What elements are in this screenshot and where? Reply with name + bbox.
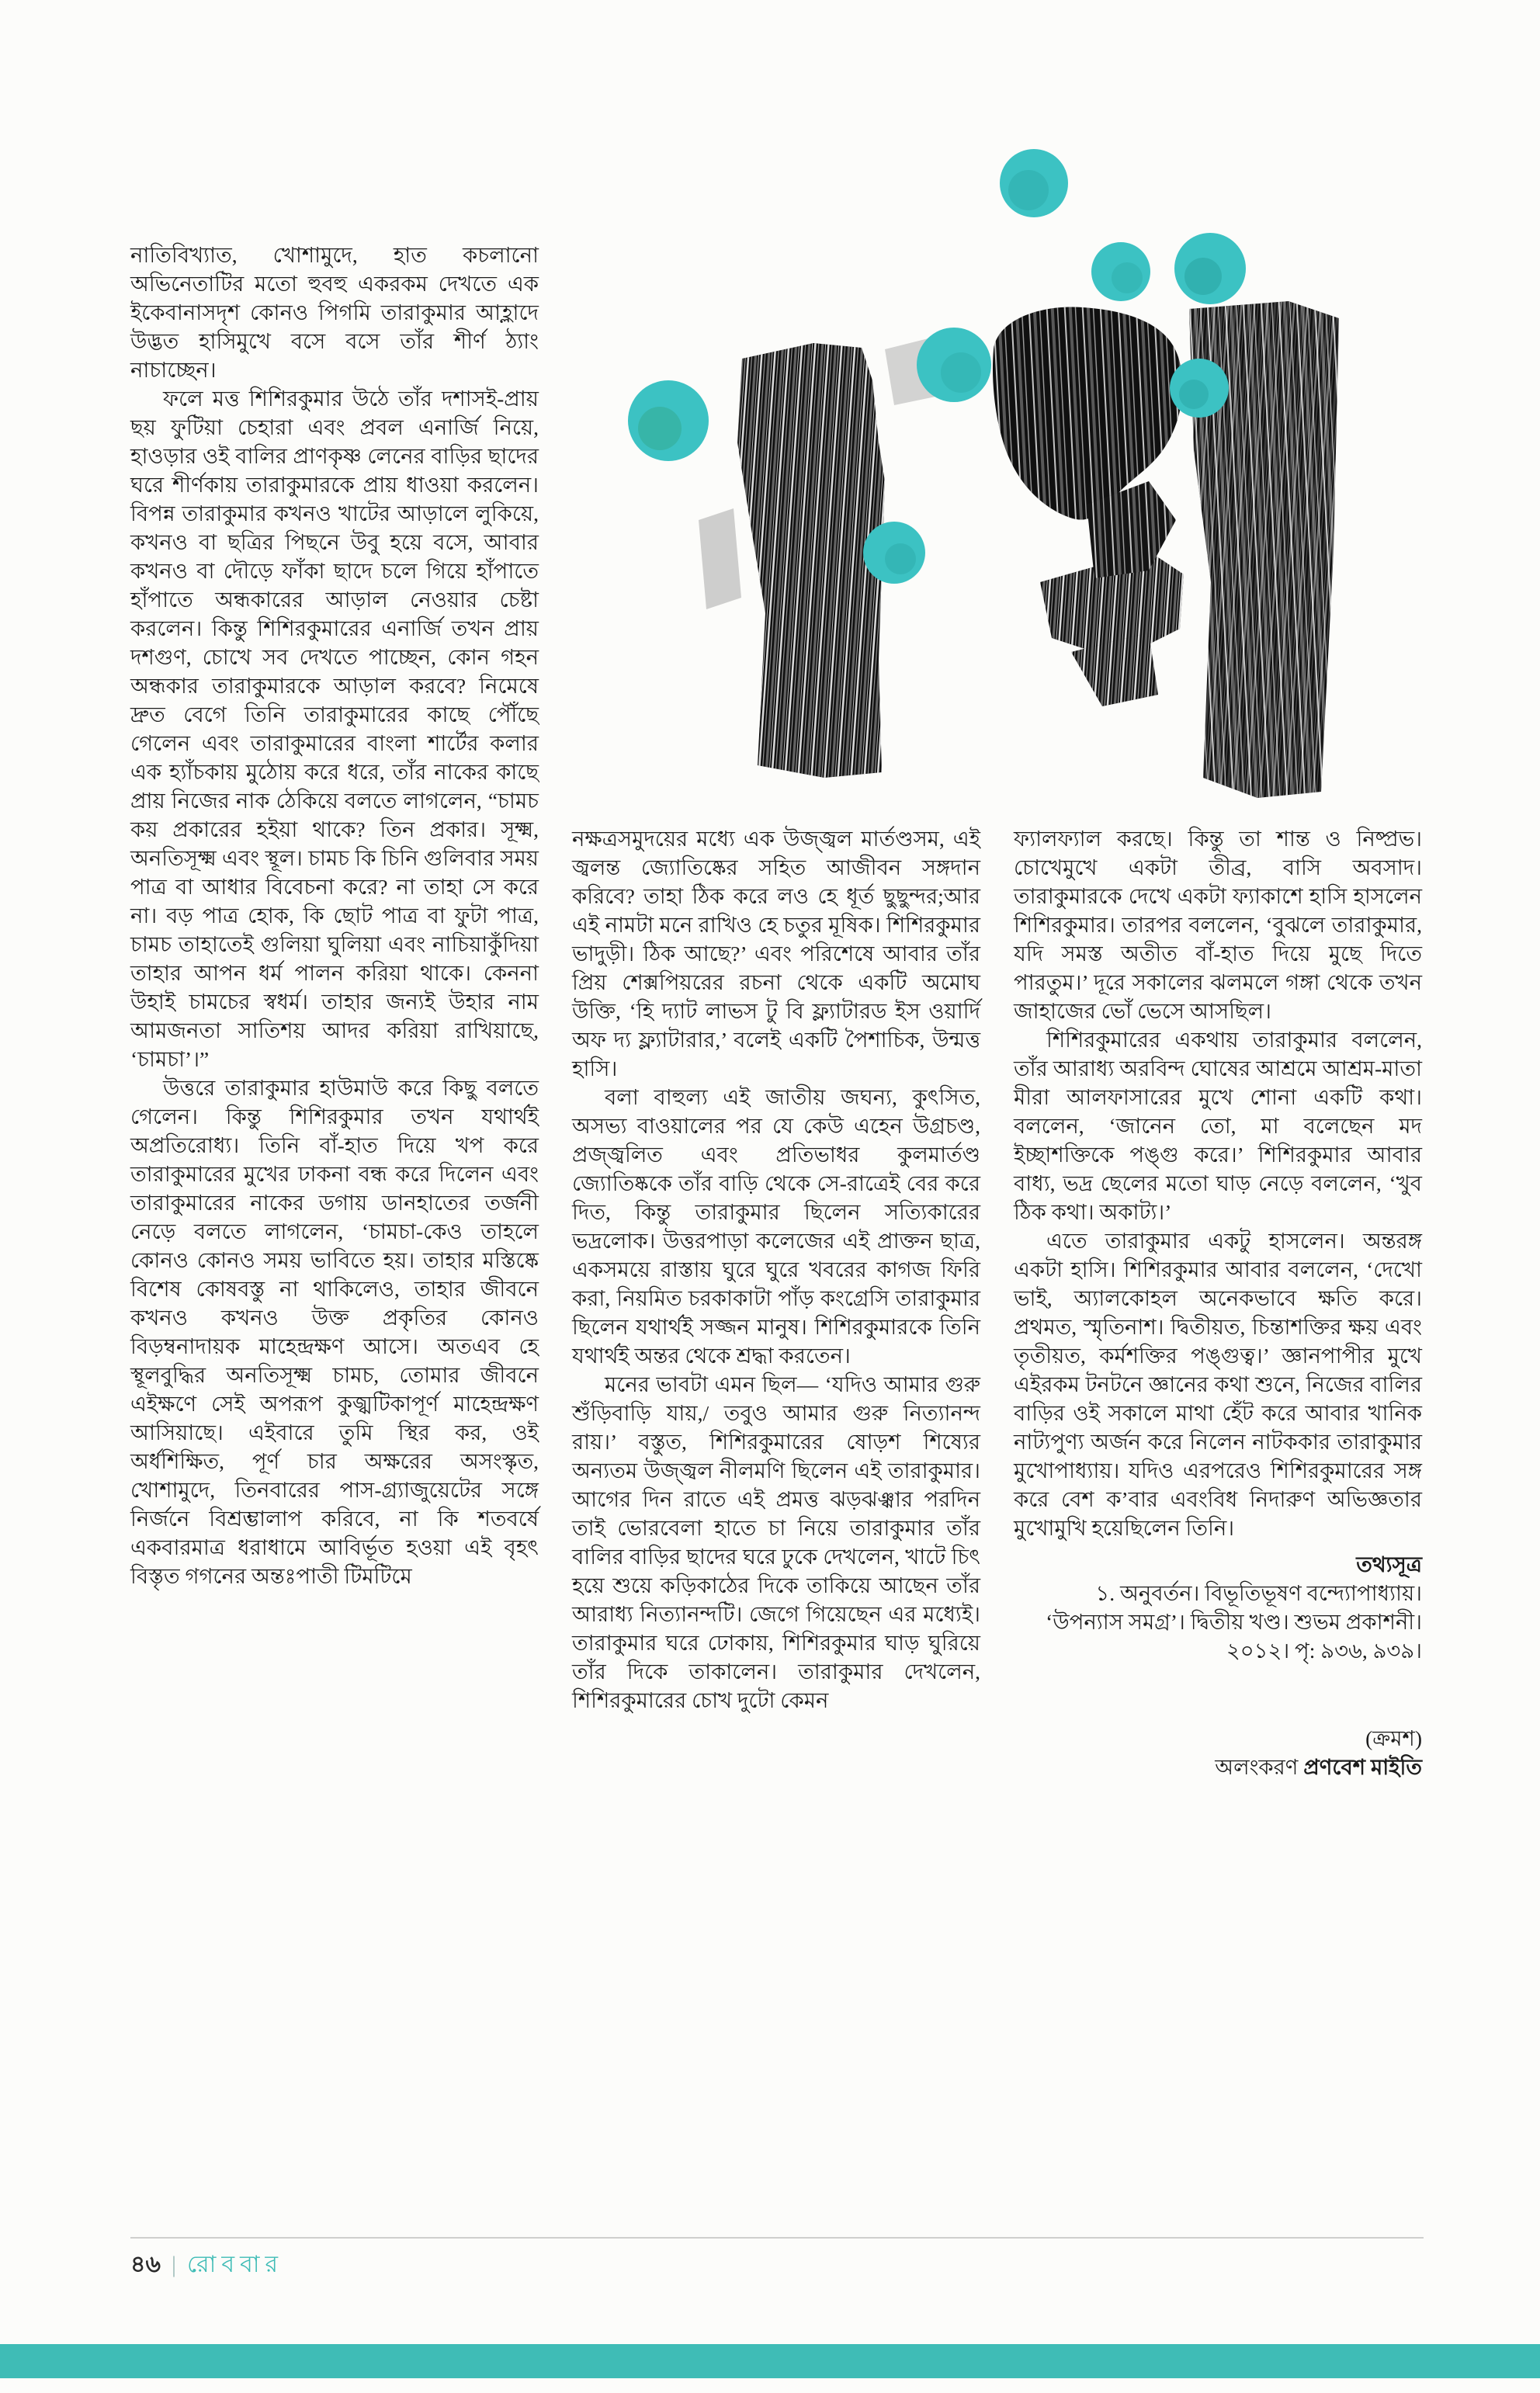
paragraph: অলংকরণ প্রণবেশ মাইতি (1215, 1755, 1422, 1779)
paragraph: (ক্রমশ) (1365, 1726, 1422, 1750)
paragraph: তথ্যসূত্র (1356, 1552, 1422, 1576)
page-footer (130, 2251, 283, 2279)
magazine-name: রোববার (187, 2252, 283, 2277)
paragraph: ১. অনুবর্তন। বিভূতিভূষণ বন্দ্যোপাধ্যায়। (1095, 1581, 1422, 1605)
paragraph: মনের ভাবটা এমন ছিল— ‘যদিও আমার গুরু শুঁড়িবাড়ি যায়,/ তবুও আমার গুরু নিত্যানন্দ রায়।’ বস্তুত, শিশিরকুমারের ষোড়শ শিষ্যের অন্যতম উজ্জ্বল নীলমণি ছিলেন এই তারাকুমার। আগের দিন রাতে এই প্রমত্ত ঝড়ঝঞ্ঝার পরদিন তাই ভোরবেলা হাতে চা নিয়ে তারাকুমার তাঁর বালির বাড়ির ছাদের ঘরে ঢুকে দেখলেন, খাটে চিৎ হয়ে শুয়ে কড়িকাঠের দিকে তাকিয়ে আছেন তাঁর আরাধ্য নিত্যানন্দটি। জেগে গিয়েছেন এর মধ্যেই। তারাকুমার ঘরে ঢোকায়, শিশিরকুমার ঘাড় ঘুরিয়ে তাঁর দিকে তাকালেন। তারাকুমার দেখলেন, শিশিরকুমারের চোখ দুটো কেমন (572, 1372, 980, 1712)
paragraph: ২০১২। পৃ: ৯৩৬, ৯৩৯। (1226, 1639, 1422, 1663)
paragraph: শিশিরকুমারের একথায় তারাকুমার বললেন, তাঁর আরাধ্য অরবিন্দ ঘোষের আশ্রমে আশ্রম-মাতা মীরা আলফাসারের মুখে শোনা একটি কথা। বললেন, ‘জানেন তো, মা বলেছেন মদ ইচ্ছাশক্তিকে পঙ্গু করে।’ শিশিরকুমার আবার বাধ্য, ভদ্র ছেলের মতো ঘাড় নেড়ে বললেন, ‘খুব ঠিক কথা। অকাট্য।’ (1014, 1028, 1422, 1224)
text-column-right (1014, 824, 1422, 1781)
bottom-accent-bar (0, 2344, 1540, 2378)
abstract-ink-illustration (605, 116, 1351, 827)
ink-left-mass (737, 343, 885, 778)
paragraph: ফলে মত্ত শিশিরকুমার উঠে তাঁর দশাসই-প্রায় ছয় ফুটিয়া চেহারা এবং প্রবল এনার্জি নিয়ে, হাওড়ার ওই বালির প্রাণকৃষ্ণ লেনের বাড়ির ছাদের ঘরে শীর্ণকায় তারাকুমারকে প্রায় ধাওয়া করলেন। বিপন্ন তারাকুমার কখনও খাটের আড়ালে লুকিয়ে, কখনও বা ছত্রির পিছনে উবু হয়ে বসে, আবার কখনও বা দৌড়ে ফাঁকা ছাদে চলে গিয়ে হাঁপাতে হাঁপাতে অন্ধকারের আড়াল নেওয়ার চেষ্টা করলেন। কিন্তু শিশিরকুমারের এনার্জি তখন প্রায় দশগুণ, চোখে সব দেখতে পাচ্ছেন, কোন গহন অন্ধকার তারাকুমারকে আড়াল করবে? নিমেষে দ্রুত বেগে তিনি তারাকুমারের কাছে পৌঁছে গেলেন এবং তারাকুমারের বাংলা শার্টের কলার এক হ্যাঁচকায় মুঠোয় করে ধরে, তাঁর নাকের কাছে প্রায় নিজের নাক ঠেকিয়ে বলতে লাগলেন, “চামচ কয় প্রকারের হইয়া থাকে? তিন প্রকার। সূক্ষ্ম, অনতিসূক্ষ্ম এবং স্থূল। চামচ কি চিনি গুলিবার সময় পাত্র বা আধার বিবেচনা করে? না তাহা সে করে না। বড় পাত্র হোক, কি ছোট পাত্র বা ফুটা পাত্র, চামচ তাহাতেই গুলিয়া ঘুলিয়া এবং নাচিয়াকুঁদিয়া তাহার আপন ধর্ম পালন করিয়া থাকে। কেননা উহাই চামচের স্বধর্ম। তাহার জন্যই উহার নাম আমজনতা সাতিশয় আদর করিয়া রাখিয়াছে, ‘চামচা’।” (130, 387, 539, 1071)
paragraph: নক্ষত্রসমুদয়ের মধ্যে এক উজ্জ্বল মার্তণ্ডসম, এই জ্বলন্ত জ্যোতিষ্কের সহিত আজীবন সঙ্গদান করিবে? তাহা ঠিক করে লও হে ধূর্ত ছুছুন্দর;আর এই নামটা মনে রাখিও হে চতুর মূষিক। শিশিরকুমার ভাদুড়ী। ঠিক আছে?’ এবং পরিশেষে আবার তাঁর প্রিয় শেক্সপিয়রের রচনা থেকে একটি অমোঘ উক্তি, ‘হি দ্যাট লাভস টু বি ফ্ল্যাটারড ইস ওয়ার্দি অফ দ্য ফ্ল্যাটারার,’ বলেই একটি পৈশাচিক, উন্মত্ত হাসি। (572, 827, 980, 1080)
paragraph: ‘উপন্যাস সমগ্র’। দ্বিতীয় খণ্ড। শুভম প্রকাশনী। (1046, 1610, 1422, 1634)
paragraph: নাতিবিখ্যাত, খোশামুদে, হাত কচলানো অভিনেতাটির মতো হুবহু একরকম দেখতে এক ইকেবানাসদৃশ কোনও পিগমি তারাকুমার আহ্লাদে উদ্ভত হাসিমুখে বসে বসে তাঁর শীর্ণ ঠ্যাং নাচাচ্ছেন। (130, 243, 539, 382)
credit-name: প্রণবেশ মাইতি (1303, 1755, 1422, 1779)
ink-head-shape (993, 307, 1183, 519)
text-column-middle (572, 824, 980, 1715)
text-column-left (130, 241, 539, 1590)
footer-separator: | (171, 2252, 176, 2277)
page-number: ৪৬ (130, 2252, 161, 2277)
footer-rule (130, 2237, 1424, 2239)
paragraph: এতে তারাকুমার একটু হাসলেন। অন্তরঙ্গ একটা হাসি। শিশিরকুমার আবার বললেন, ‘দেখো ভাই, অ্যালকোহল অনেকভাবে ক্ষতি করে। প্রথমত, স্মৃতিনাশ। দ্বিতীয়ত, চিন্তাশক্তির ক্ষয় এবং তৃতীয়ত, কর্মশক্তির পঙ্গুত্ব।’ জ্ঞানপাপীর মুখে এইরকম টনটনে জ্ঞানের কথা শুনে, নিজের বালির বাড়ির ওই সকালে মাথা হেঁট করে আবার খানিক নাট্যপুণ্য অর্জন করে নিলেন নাটককার তারাকুমার মুখোপাধ্যায়। যদিও এরপরেও শিশিরকুমারের সঙ্গ করে বেশ ক’বার এবংবিধ নিদারুণ অভিজ্ঞতার মুখোমুখি হয়েছিলেন তিনি। (1014, 1229, 1422, 1540)
ink-arm-stroke (1040, 481, 1184, 706)
paragraph: ফ্যালফ্যাল করছে। কিন্তু তা শান্ত ও নিষ্প্রভ। চোখেমুখে একটা তীব্র, বাসি অবসাদ। তারাকুমারকে দেখে একটা ফ্যাকাশে হাসি হাসলেন শিশিরকুমার। তারপর বললেন, ‘বুঝলে তারাকুমার, যদি সমস্ত অতীত বাঁ-হাত দিয়ে মুছে দিতে পারতুম।’ দূরে সকালের ঝলমলে গঙ্গা থেকে তখন জাহাজের ভোঁ ভেসে আসছিল। (1014, 827, 1422, 1023)
ink-figure-graphic (605, 116, 1351, 827)
paragraph: বলা বাহুল্য এই জাতীয় জঘন্য, কুৎসিত, অসভ্য বাওয়ালের পর যে কেউ এহেন উগ্রচণ্ড, প্রজ্জ্বলিত এবং প্রতিভাধর কুলমার্তণ্ড জ্যোতিষ্ককে তাঁর বাড়ি থেকে সে-রাত্রেই বের করে দিত, কিন্তু তারাকুমার ছিলেন সত্যিকারের ভদ্রলোক। উত্তরপাড়া কলেজের এই প্রাক্তন ছাত্র, একসময়ে রাস্তায় ঘুরে ঘুরে খবরের কাগজ ফিরি করা, নিয়মিত চরকাকাটা পাঁড় কংগ্রেসি তারাকুমার ছিলেন যথার্থই সজ্জন মানুষ। শিশিরকুমারকে তিনি যথার্থই অন্তর থেকে শ্রদ্ধা করতেন। (572, 1085, 980, 1368)
paragraph: উত্তরে তারাকুমার হাউমাউ করে কিছু বলতে গেলেন। কিন্তু শিশিরকুমার তখন যথার্থই অপ্রতিরোধ্য। তিনি বাঁ-হাত দিয়ে খপ করে তারাকুমারের মুখের ঢাকনা বন্ধ করে দিলেন এবং তারাকুমারের নাকের ডগায় ডানহাতের তর্জনী নেড়ে বলতে লাগলেন, ‘চামচা-কেও তাহলে কোনও কোনও সময় ভাবিতে হয়। তাহার মস্তিষ্কে বিশেষ কোষবস্তু না থাকিলেও, তাহার জীবনে কখনও কখনও উক্ত প্রকৃতির কোনও বিড়ম্বনাদায়ক মাহেন্দ্রক্ষণ আসে। অতএব হে স্থূলবুদ্ধির অনতিসূক্ষ্ম চামচ, তোমার জীবনে এইক্ষণে সেই অপরূপ কুজ্ঝটিকাপূর্ণ মাহেন্দ্রক্ষণ আসিয়াছে। এইবারে তুমি স্থির কর, ওই অর্ধশিক্ষিত, পূর্ণ চার অক্ষরের অসংস্কৃত, খোশামুদে, তিনবারের পাস-গ্র্যাজুয়েটের সঙ্গে নির্জনে বিশ্রম্ভালাপ করিবে, না কি শতবর্ষে একবারমাত্র ধরাধামে আবির্ভূত হওয়া এই বৃহৎ বিস্তৃত গগনের অন্তঃপাতী টিমটিমে (130, 1076, 539, 1588)
